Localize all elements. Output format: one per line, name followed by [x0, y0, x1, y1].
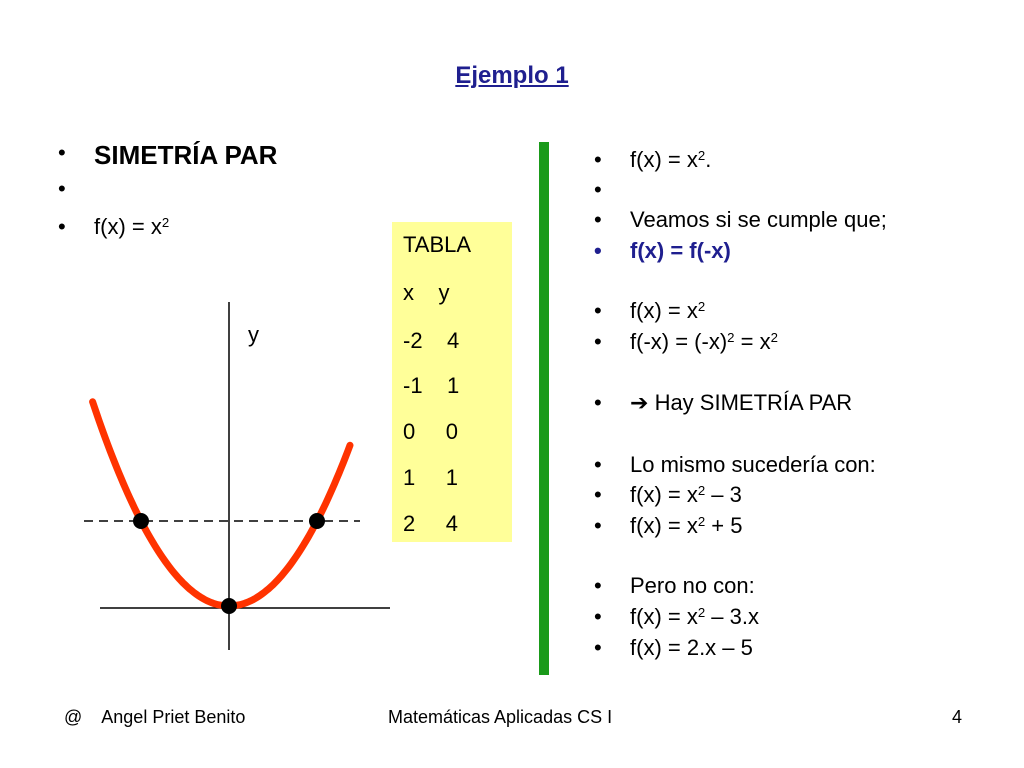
bullet-icon: •: [594, 238, 602, 263]
bullet-icon: •: [594, 207, 602, 232]
heading-symmetry: SIMETRÍA PAR: [94, 140, 278, 170]
table-row: -2 4: [403, 328, 460, 353]
point-left: [133, 513, 149, 529]
bullet-icon: •: [594, 635, 602, 660]
values-table: [392, 222, 512, 542]
bullet-icon: •: [58, 176, 66, 201]
y-axis-label: y: [248, 322, 259, 347]
bullet-icon: •: [594, 573, 602, 598]
slide-title: Ejemplo 1: [455, 62, 569, 89]
parabola-curve: [93, 402, 350, 606]
bullet-icon: •: [58, 140, 66, 165]
bullet-icon: •: [594, 298, 602, 323]
table-row: 0 0: [403, 419, 459, 444]
bullet-icon: •: [594, 147, 602, 172]
bullet-icon: •: [594, 329, 602, 354]
footer-page-number: 4: [952, 707, 963, 727]
footer-course: Matemáticas Aplicadas CS I: [388, 707, 613, 727]
point-vertex: [221, 598, 237, 614]
table-row: 2 4: [403, 511, 459, 536]
table-row: 1 1: [403, 465, 459, 490]
bullet-icon: •: [594, 452, 602, 477]
bullet-icon: •: [594, 390, 602, 415]
bullet-icon: •: [594, 482, 602, 507]
bullet-icon: •: [594, 513, 602, 538]
function-definition: $f(x) = x^2$: [94, 214, 170, 239]
bullet-icon: •: [58, 214, 66, 239]
table-header: TABLA: [403, 232, 472, 257]
table-row: -1 1: [403, 373, 460, 398]
bullet-icon: •: [594, 604, 602, 629]
vertical-divider: [539, 142, 549, 675]
point-right: [309, 513, 325, 529]
table-col-header: x y: [403, 280, 450, 305]
footer-author: @ Angel Priet Benito: [64, 707, 246, 727]
bullet-icon: •: [594, 177, 602, 202]
arrow-right-icon: ➔: [630, 391, 649, 416]
